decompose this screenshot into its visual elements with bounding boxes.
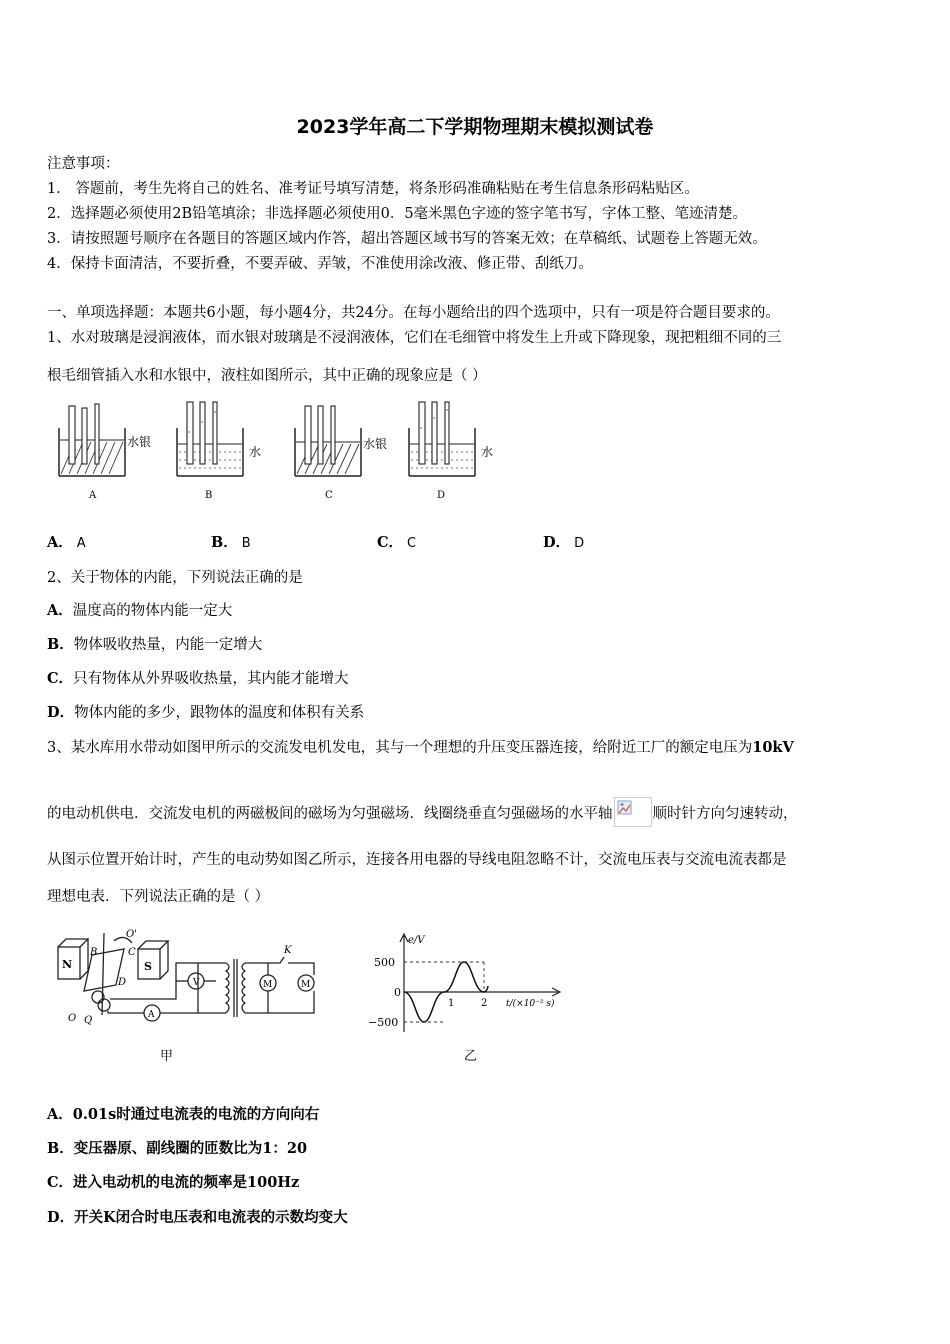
axis-o-label: O — [68, 1013, 77, 1024]
option-label: B． — [47, 1140, 74, 1157]
notice-item-1: 1． 答题前，考生先将自己的姓名、准考证号填写清楚，将条形码准确粘贴在考生信息条形码粘贴区。 — [47, 181, 699, 197]
option-label: D． — [47, 704, 75, 721]
option-text: 开关K闭合时电压表和电流表的示数均变大 — [74, 1209, 348, 1226]
motor-2-label: M — [301, 980, 311, 990]
q2-option-a[interactable] — [47, 599, 232, 620]
option-text: 进入电动机的电流的频率是100Hz — [73, 1174, 300, 1191]
q3-option-c[interactable] — [47, 1171, 299, 1192]
q2-stem: 2、关于物体的内能，下列说法正确的是 — [47, 570, 303, 586]
q3-stem-line2 — [47, 797, 798, 827]
beaker-b — [177, 402, 261, 501]
option-label: C． — [47, 670, 74, 687]
emf-graph-figure — [368, 928, 580, 1064]
generator-circuit-figure — [48, 925, 328, 1065]
liquid-label-d: 水 — [481, 445, 494, 459]
graph-ylabel: e/V — [408, 935, 425, 946]
notice-heading: 注意事项： — [47, 156, 120, 172]
ammeter-label: A — [148, 1010, 155, 1020]
q1-option-c[interactable] — [377, 531, 416, 552]
option-label: B． — [211, 534, 238, 551]
q3-stem-line1 — [47, 736, 794, 757]
liquid-label-c: 水银 — [363, 437, 388, 451]
q1-stem-line1: 1、水对玻璃是浸润液体，而水银对玻璃是不浸润液体，它们在毛细管中将发生上升或下降现象，现把粗细不同的三 — [47, 330, 782, 346]
option-label: C． — [47, 1174, 74, 1191]
magnet-n-label: N — [62, 958, 73, 971]
option-text: B — [241, 536, 251, 551]
notice-item-4: 4．保持卡面清洁，不要折叠，不要弄破、弄皱，不准使用涂改液、修正带、刮纸刀。 — [47, 256, 593, 272]
option-label: A． — [47, 1106, 73, 1123]
q3-stem-line1-text: 3、某水库用水带动如图甲所示的交流发电机发电，其与一个理想的升压变压器连接，给附近工厂的额定电压为 — [47, 740, 753, 756]
q1-option-a[interactable] — [47, 531, 86, 552]
notice-item-3: 3．请按照题号顺序在各题目的答题区域内作答，超出答题区域书写的答案无效；在草稿纸、试题卷上答题无效。 — [47, 231, 767, 247]
fig-label-a: A — [89, 490, 97, 501]
fig-label-c: C — [325, 490, 333, 501]
fig-label-d: D — [437, 490, 446, 501]
graph-ytick-zero: 0 — [394, 986, 401, 999]
q1-option-d[interactable] — [543, 531, 584, 552]
beaker-c — [295, 406, 387, 501]
graph-xtick-2: 2 — [481, 998, 488, 1009]
q2-option-d[interactable] — [47, 701, 364, 722]
option-label: C． — [377, 534, 404, 551]
option-text: 物体吸收热量，内能一定增大 — [73, 637, 263, 653]
page-title: 2023学年高二下学期物理期末模拟测试卷 — [296, 116, 654, 138]
q1-option-b[interactable] — [211, 531, 251, 552]
graph-ytick-pos: 500 — [374, 956, 395, 969]
q3-option-d[interactable] — [47, 1206, 348, 1227]
motor-1-label: M — [263, 980, 273, 990]
option-text: 物体内能的多少，跟物体的温度和体积有关系 — [74, 705, 365, 721]
coil-b-label: B — [90, 947, 98, 958]
option-text: 变压器原、副线圈的匝数比为1：20 — [73, 1140, 308, 1157]
broken-image-icon — [614, 797, 652, 827]
q1-stem-line2: 根毛细管插入水和水银中，液柱如图所示，其中正确的现象应是（ ） — [47, 368, 487, 384]
q3-stem-line2-text: 的电动机供电．交流发电机的两磁极间的磁场为匀强磁场．线圈绕垂直匀强磁场的水平轴 — [47, 806, 613, 822]
option-text: D — [574, 536, 585, 551]
q3-rated-voltage: 10kV — [752, 739, 794, 756]
q3-stem-line4: 理想电表．下列说法正确的是（ ） — [47, 889, 270, 905]
coil-d-label: D — [118, 977, 127, 988]
option-text: 只有物体从外界吸收热量，其内能才能增大 — [73, 671, 349, 687]
magnet-s-label: S — [144, 960, 152, 973]
q2-option-c[interactable] — [47, 667, 349, 688]
beaker-a — [59, 404, 151, 501]
figure-jia-caption: 甲 — [160, 1049, 174, 1064]
option-text: A — [76, 536, 86, 551]
liquid-label-b: 水 — [249, 445, 262, 459]
graph-ytick-neg: −500 — [368, 1016, 399, 1029]
graph-xtick-1: 1 — [448, 998, 455, 1009]
q3-stem-line2-tail: 顺时针方向匀速转动， — [652, 806, 798, 822]
switch-k-label: K — [284, 945, 292, 956]
option-text: C — [407, 536, 417, 551]
q3-stem-line3: 从图示位置开始计时，产生的电动势如图乙所示，连接各用电器的导线电阻忽略不计，交流电压表与交流电流表都是 — [47, 852, 787, 868]
axis-o-prime-label: O' — [126, 929, 137, 940]
notice-item-2: 2．选择题必须使用2B铅笔填涂；非选择题必须使用0．5毫米黑色字迹的签字笔书写，字体工整、笔迹清楚。 — [47, 206, 748, 222]
q2-option-b[interactable] — [47, 633, 262, 654]
option-label: D． — [47, 1209, 75, 1226]
fig-label-b: B — [205, 490, 213, 501]
option-label: D． — [543, 534, 571, 551]
option-label: A． — [47, 534, 73, 551]
figure-yi-caption: 乙 — [464, 1049, 478, 1064]
q3-option-b[interactable] — [47, 1137, 307, 1158]
section-heading: 一、单项选择题：本题共6小题，每小题4分，共24分。在每小题给出的四个选项中，只有一项是符合题目要求的。 — [47, 305, 780, 321]
option-text: 0.01s时通过电流表的电流的方向向右 — [72, 1106, 320, 1123]
liquid-label-a: 水银 — [127, 435, 152, 449]
beaker-d — [409, 402, 493, 501]
q3-option-a[interactable] — [47, 1103, 319, 1124]
graph-xlabel: t/(×10⁻² s) — [506, 999, 555, 1009]
brush-q-label: Q — [84, 1015, 93, 1026]
option-label: B． — [47, 636, 74, 653]
coil-c-label: C — [128, 947, 136, 958]
q1-capillary-figure — [55, 398, 515, 506]
option-label: A． — [47, 602, 73, 619]
voltmeter-label: V — [193, 978, 200, 988]
option-text: 温度高的物体内能一定大 — [72, 603, 233, 619]
